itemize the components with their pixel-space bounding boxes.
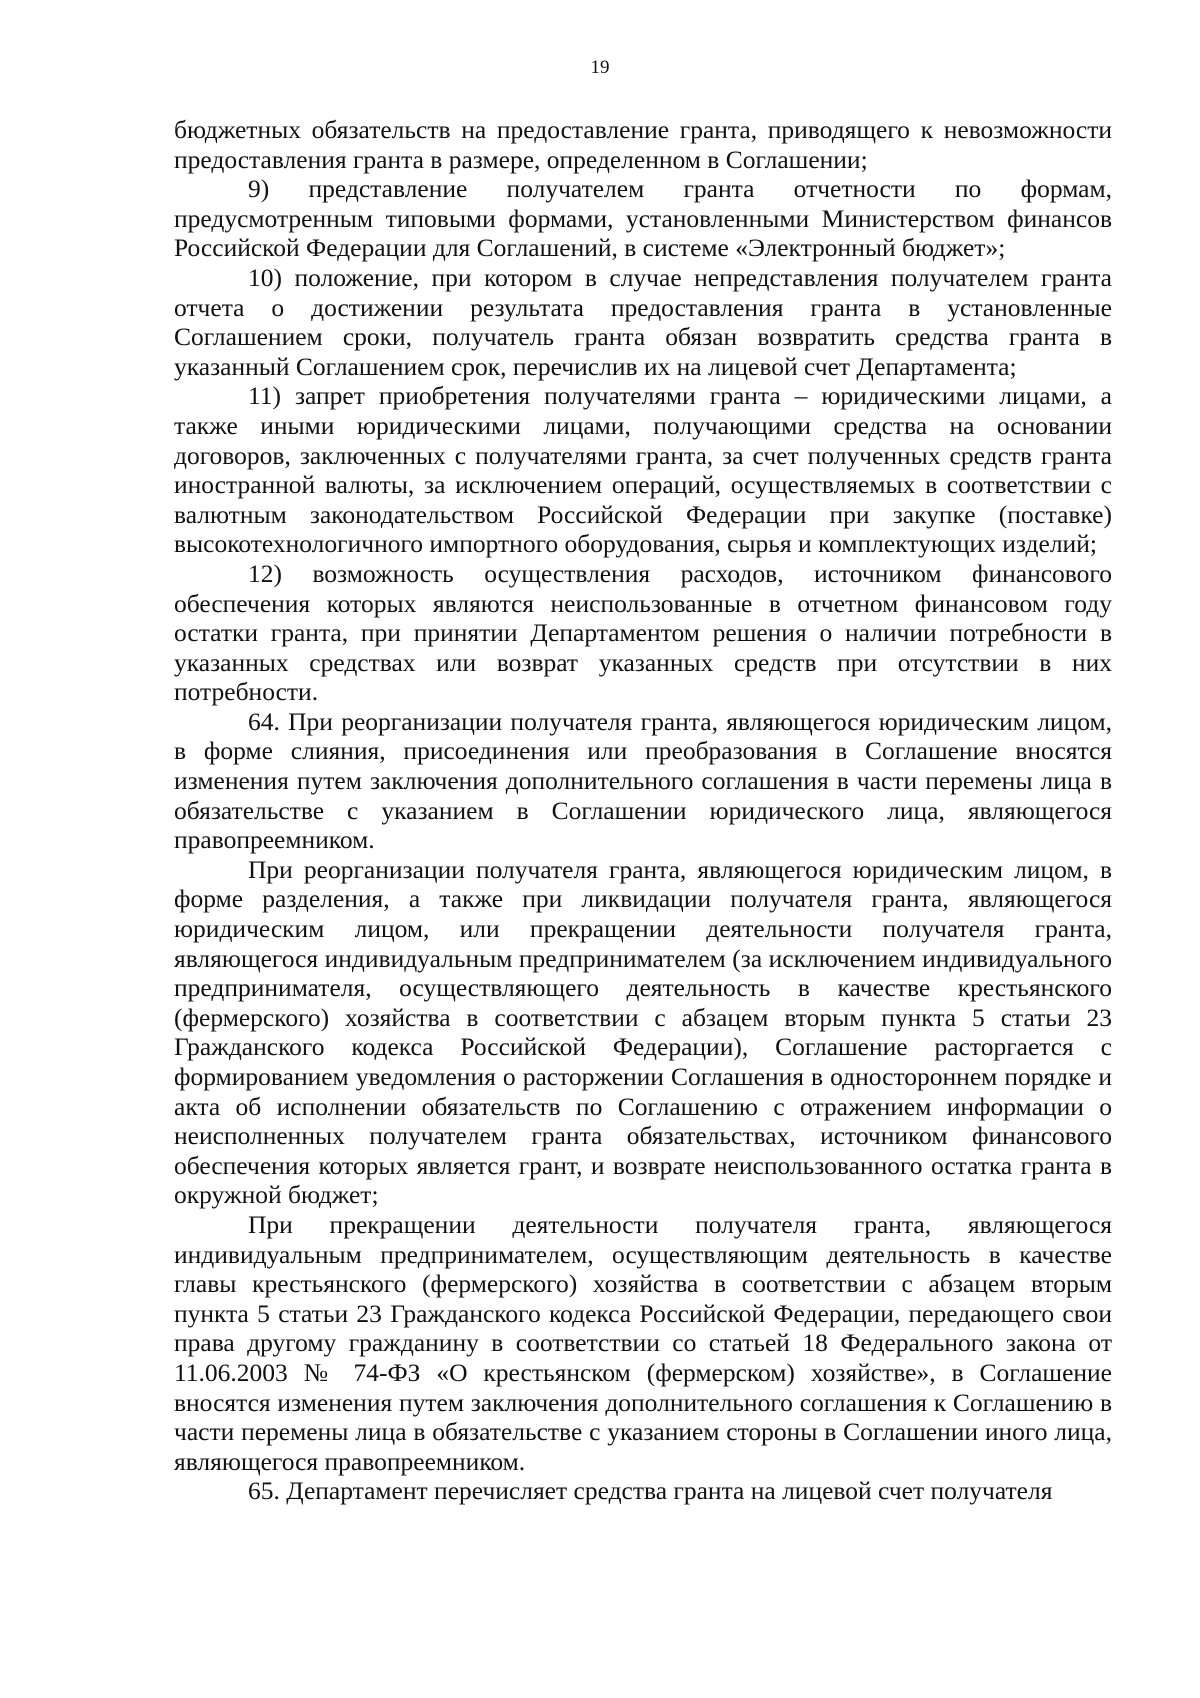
paragraph-item-9: 9) представление получателем гранта отчетности по формам, предусмотренным типовыми формами, установленными Министерством финансов Российской Федерации для Соглашений, в системе «Электронный бюджет»;	[174, 174, 1112, 263]
paragraph-item-11: 11) запрет приобретения получателями гранта – юридическими лицами, а также иными юридическими лицами, получающими средства на основании договоров, заключенных с получателями гранта, за счет полученных средств гранта иностранной валюты, за исключением операций, осуществляемых в соответствии с валютным законодательством Российской Федерации при закупке (поставке) высокотехнологичного импортного оборудования, сырья и комплектующих изделий;	[174, 381, 1112, 559]
paragraph-termination-farm: При прекращении деятельности получателя гранта, являющегося индивидуальным предпринимателем, осуществляющим деятельность в качестве главы крестьянского (фермерского) хозяйства в соответствии с абзацем вторым пункта 5 статьи 23 Гражданского кодекса Российской Федерации, передающего свои права другому гражданину в соответствии со статьей 18 Федерального закона от 11.06.2003 № 74-ФЗ «О крестьянском (фермерском) хозяйстве», в Соглашение вносятся изменения путем заключения дополнительного соглашения к Соглашению в части перемены лица в обязательстве с указанием стороны в Соглашении иного лица, являющегося правопреемником.	[174, 1209, 1112, 1476]
paragraph-item-10: 10) положение, при котором в случае непредставления получателем гранта отчета о достижении результата предоставления гранта в установленные Соглашением сроки, получатель гранта обязан возвратить средства гранта в указанный Соглашением срок, перечислив их на лицевой счет Департамента;	[174, 262, 1112, 381]
paragraph-item-12: 12) возможность осуществления расходов, источником финансового обеспечения которых являются неиспользованные в отчетном финансовом году остатки гранта, при принятии Департаментом решения о наличии потребности в указанных средствах или возврат указанных средств при отсутствии в них потребности.	[174, 558, 1112, 707]
paragraph-clause-65: 65. Департамент перечисляет средства гранта на лицевой счет получателя	[248, 1476, 1053, 1506]
paragraph-reorganization-division: При реорганизации получателя гранта, являющегося юридическим лицом, в форме разделения, а также при ликвидации получателя гранта, являющегося юридическим лицом, или прекращении деятельности получателя гранта, являющегося индивидуальным предпринимателем (за исключением индивидуального предпринимателя, осуществляющего деятельность в качестве крестьянского (фермерского) хозяйства в соответствии с абзацем вторым пункта 5 статьи 23 Гражданского кодекса Российской Федерации), Соглашение расторгается с формированием уведомления о расторжении Соглашения в одностороннем порядке и акта об исполнении обязательств по Соглашению с отражением информации о неисполненных получателем гранта обязательствах, источником финансового обеспечения которых является грант, и возврате неиспользованного остатка гранта в окружной бюджет;	[174, 854, 1112, 1210]
document-body	[174, 115, 1112, 1506]
page-number: 19	[590, 57, 610, 78]
paragraph-clause-64: 64. При реорганизации получателя гранта, являющегося юридическим лицом, в форме слияния, присоединения или преобразования в Соглашение вносятся изменения путем заключения дополнительного соглашения в части перемены лица в обязательстве с указанием в Соглашении юридического лица, являющегося правопреемником.	[174, 706, 1112, 855]
paragraph-continuation: бюджетных обязательств на предоставление гранта, приводящего к невозможности предоставления гранта в размере, определенном в Соглашении;	[174, 115, 1112, 174]
